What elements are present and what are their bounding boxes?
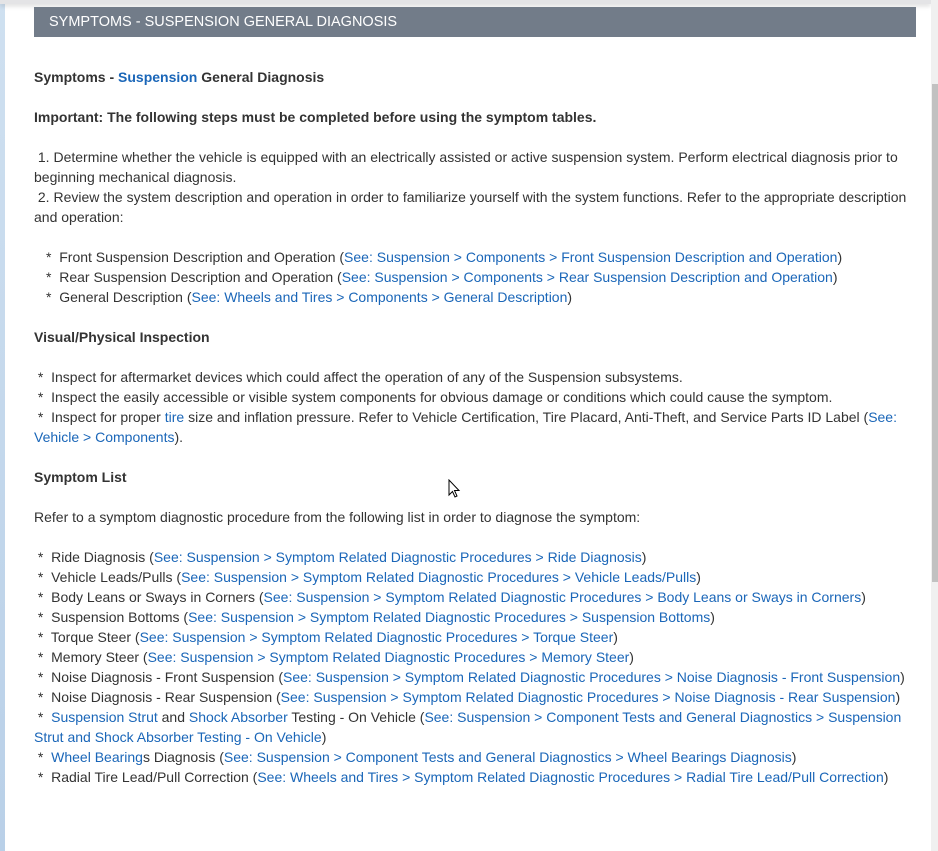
text: s Diagnosis (: [142, 749, 224, 765]
text: * Memory Steer (: [34, 649, 148, 665]
paragraph: [34, 367, 916, 447]
section-heading: [34, 107, 916, 127]
mouse-cursor-icon: [448, 479, 461, 499]
section-heading: [34, 67, 916, 87]
text: ): [861, 589, 866, 605]
text-line: [46, 287, 916, 307]
text: size and inflation pressure. Refer to Vehicle Certification, Tire Placard, Anti-Theft, and Service Parts ID Label (: [184, 409, 869, 425]
paragraph: [34, 247, 916, 307]
text-line: [34, 607, 916, 627]
reference-link[interactable]: See: Suspension > Components > Front Suspension Description and Operation: [344, 249, 838, 265]
text-line: [34, 587, 916, 607]
text: ): [895, 689, 901, 705]
text: 2. Review the system description and operation in order to familiarize yourself with the system functions. Refer to the appropriate description and operation:: [34, 189, 911, 225]
reference-link[interactable]: See: Suspension > Symptom Related Diagnostic Procedures > Body Leans or Sways in Corners: [263, 589, 862, 605]
text-line: [34, 67, 916, 87]
text-line: [34, 387, 916, 407]
reference-link[interactable]: See: Suspension > Symptom Related Diagnostic Procedures > Ride Diagnosis: [153, 549, 642, 565]
section-header: [34, 7, 916, 37]
reference-link[interactable]: See: Suspension > Component Tests and General Diagnostics > Suspension Strut and Shock Absorber Testing - On Vehicle: [34, 709, 906, 745]
text-line: [34, 107, 916, 127]
text: * Radial Tire Lead/Pull Correction (: [34, 769, 258, 785]
reference-link[interactable]: See: Suspension > Symptom Related Diagnostic Procedures > Noise Diagnosis - Front Suspension: [283, 669, 901, 685]
text: * General Description (: [46, 289, 192, 305]
reference-link[interactable]: See: Suspension > Symptom Related Diagnostic Procedures > Vehicle Leads/Pulls: [181, 569, 697, 585]
text: * Rear Suspension Description and Operation (: [46, 269, 342, 285]
text-line: [34, 747, 916, 767]
text-line: [34, 327, 916, 347]
text: ): [629, 649, 634, 665]
text-line: [34, 647, 916, 667]
text-line: [34, 187, 916, 227]
text: * Torque Steer (: [34, 629, 140, 645]
reference-link[interactable]: Suspension Strut: [51, 709, 158, 725]
section-heading: [34, 327, 916, 347]
text: Visual/Physical Inspection: [34, 329, 210, 345]
text: ): [613, 629, 618, 645]
text: * Suspension Bottoms (: [34, 609, 189, 625]
text: Important: The following steps must be completed before using the symptom tables.: [34, 109, 597, 125]
reference-link[interactable]: See: Suspension > Symptom Related Diagnostic Procedures > Torque Steer: [139, 629, 614, 645]
top-toolbar-edge: [0, 0, 931, 4]
document-content: [34, 67, 916, 807]
text-line: [34, 667, 916, 687]
text-line: [34, 707, 916, 747]
text: ): [837, 249, 843, 265]
text-line: [34, 507, 916, 527]
text: ): [696, 569, 701, 585]
text: *: [34, 749, 52, 765]
text: * Noise Diagnosis - Front Suspension (: [34, 669, 283, 685]
text: ): [791, 749, 797, 765]
text-line: [34, 467, 916, 487]
text: ): [832, 269, 838, 285]
text: ): [900, 669, 905, 685]
text: ): [321, 729, 327, 745]
section-title: SYMPTOMS - SUSPENSION GENERAL DIAGNOSIS: [49, 14, 398, 30]
text: ).: [174, 429, 184, 445]
reference-link[interactable]: See: Suspension > Components > Rear Suspension Description and Operation: [341, 269, 833, 285]
paragraph: [34, 507, 916, 527]
text: * Vehicle Leads/Pulls (: [34, 569, 182, 585]
text: * Ride Diagnosis (: [34, 549, 154, 565]
text-line: [34, 627, 916, 647]
text: * Inspect for aftermarket devices which could affect the operation of any of the Suspension subsystems.: [34, 369, 683, 385]
window-edge: [0, 0, 5, 851]
text: Symptom List: [34, 469, 127, 485]
text: * Front Suspension Description and Operation (: [46, 249, 345, 265]
text: ): [883, 769, 889, 785]
text-line: [34, 767, 916, 787]
reference-link[interactable]: Shock Absorber: [188, 709, 288, 725]
reference-link[interactable]: See: Suspension > Symptom Related Diagnostic Procedures > Suspension Bottoms: [188, 609, 711, 625]
reference-link[interactable]: See: Suspension > Symptom Related Diagnostic Procedures > Memory Steer: [147, 649, 630, 665]
reference-link[interactable]: Suspension: [118, 69, 198, 85]
scrollbar-thumb[interactable]: [932, 84, 938, 582]
text: * Body Leans or Sways in Corners (: [34, 589, 264, 605]
text: * Inspect for proper: [34, 409, 165, 425]
text-line: [46, 267, 916, 287]
paragraph: [34, 147, 916, 227]
reference-link[interactable]: See: Wheels and Tires > Components > General Description: [191, 289, 568, 305]
text: Testing - On Vehicle (: [287, 709, 425, 725]
reference-link[interactable]: See: Vehicle > Components: [34, 409, 901, 445]
reference-link[interactable]: See: Suspension > Component Tests and General Diagnostics > Wheel Bearings Diagnosis: [223, 749, 792, 765]
paragraph: [34, 547, 916, 787]
reference-link[interactable]: Wheel Bearing: [51, 749, 143, 765]
text-line: [34, 367, 916, 387]
text: *: [34, 709, 52, 725]
text-line: [34, 547, 916, 567]
text-line: [34, 407, 916, 447]
reference-link[interactable]: tire: [164, 409, 185, 425]
text-line: [34, 147, 916, 187]
text: and: [157, 709, 189, 725]
text: General Diagnosis: [197, 69, 325, 85]
text: ): [567, 289, 573, 305]
section-heading: [34, 467, 916, 487]
reference-link[interactable]: See: Wheels and Tires > Symptom Related Diagnostic Procedures > Radial Tire Lead/Pull Correction: [257, 769, 884, 785]
text-line: [34, 567, 916, 587]
text: * Inspect the easily accessible or visible system components for obvious damage or conditions which could cause the symptom.: [34, 389, 833, 405]
reference-link[interactable]: See: Suspension > Symptom Related Diagnostic Procedures > Noise Diagnosis - Rear Suspension: [280, 689, 896, 705]
text: 1. Determine whether the vehicle is equipped with an electrically assisted or active suspension system. Perform electrical diagnosis prior to beginning mechanical diagnosis.: [34, 149, 902, 185]
text: Refer to a symptom diagnostic procedure from the following list in order to diagnose the symptom:: [34, 509, 641, 525]
text: ): [710, 609, 715, 625]
text-line: [34, 687, 916, 707]
text-line: [46, 247, 916, 267]
text: * Noise Diagnosis - Rear Suspension (: [34, 689, 281, 705]
text: Symptoms -: [34, 69, 119, 85]
text: ): [641, 549, 647, 565]
